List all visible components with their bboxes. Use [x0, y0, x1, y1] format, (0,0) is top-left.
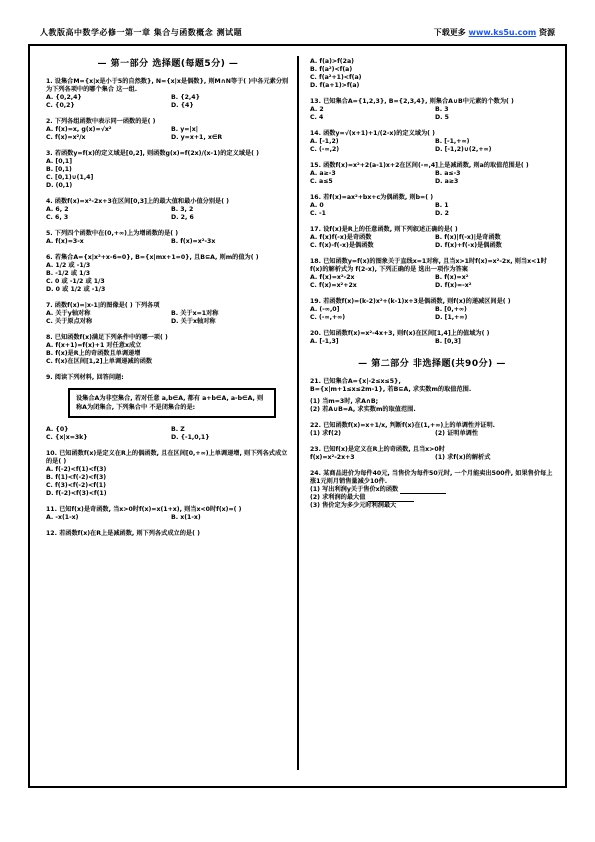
option: B. -1/2 或 1/3	[46, 270, 91, 277]
option: (2) 证明单调性	[435, 430, 479, 437]
option: B. f(x)|f(-x)|是奇函数	[435, 234, 501, 241]
option: C. a≤5	[310, 178, 333, 185]
header-suffix: 资源	[536, 28, 555, 37]
option: A. [-1,2)	[310, 138, 339, 145]
question-18	[310, 258, 554, 290]
question-11	[46, 506, 290, 522]
option: B. f(1)<f(-2)<f(3)	[46, 474, 107, 481]
question-stem: 9. 阅读下列材料, 回答问题:	[46, 374, 124, 381]
option: A. f(x)=x, g(x)=√x²	[46, 126, 112, 133]
question-stem: 10. 已知函数f(x)是定义在R上的偶函数, 且在区间[0,+∞)上单调递增, 则下列各式成立的是( )	[46, 450, 288, 465]
question-7	[46, 302, 290, 326]
question-21	[310, 378, 554, 414]
question-line: (1) 当m=3时, 求A∩B;	[310, 398, 379, 405]
option: A. f(x)=3-x	[46, 238, 84, 245]
option: B. 关于x=1对称	[171, 310, 219, 317]
option: D. {-1,0,1}	[171, 434, 210, 441]
options	[46, 514, 290, 522]
option: A. f(x+1)=f(x)+1 对任意x成立	[46, 342, 142, 349]
header-prefix: 下载更多	[433, 28, 469, 37]
question-6	[46, 254, 290, 294]
options	[310, 170, 554, 186]
question-4	[46, 198, 290, 222]
page-header	[40, 24, 555, 40]
options	[46, 466, 290, 498]
question-10	[46, 450, 290, 498]
option: D. 5	[435, 114, 449, 121]
option: D. a≥3	[435, 178, 459, 185]
question-14	[310, 130, 554, 154]
question-19	[310, 298, 554, 322]
option: D. 2	[435, 210, 449, 217]
option: D. f(a+1)>f(a)	[310, 82, 360, 89]
options	[310, 234, 554, 250]
question-3	[46, 150, 290, 190]
question-13	[310, 98, 554, 122]
option: A. {0,2,4}	[46, 94, 82, 101]
question-1	[46, 78, 290, 110]
option: A. 关于y轴对称	[46, 310, 91, 317]
question-12-options	[310, 58, 554, 90]
question-16	[310, 194, 554, 218]
option: D. f(-2)<f(3)<f(1)	[46, 490, 107, 497]
option: C. f(x)=x²/x	[46, 134, 86, 141]
option: B. f(x)=x²	[435, 274, 469, 281]
question-line	[310, 486, 554, 494]
option: B. f(a²)<f(a)	[310, 66, 353, 73]
question-stem: 16. 若f(x)=ax²+bx+c为偶函数, 则b=( )	[310, 194, 434, 201]
option: (1) 求f(2)	[310, 430, 341, 437]
question-22	[310, 422, 554, 438]
option: D. [1,+∞)	[435, 314, 468, 321]
question-24	[310, 470, 554, 510]
option: B. f(x)=x²-3x	[171, 238, 216, 245]
options	[310, 202, 554, 218]
option: B. 3, 2	[171, 206, 194, 213]
section-title-choice: — 第一部分 选择题(每题5分) —	[97, 59, 239, 69]
option: B. [0,3]	[435, 338, 461, 345]
option: B. x(1-x)	[171, 514, 201, 521]
option: A. f(-2)<f(1)<f(3)	[46, 466, 107, 473]
option: C. [0,1)∪(1,4]	[46, 174, 94, 181]
option: A. f(x)=x²-2x	[310, 274, 355, 281]
option: C. 关于原点对称	[46, 318, 93, 325]
option: C. f(3)<f(-2)<f(1)	[46, 482, 106, 489]
question-stem: 24. 某商品进价为每件40元, 当售价为每件50元时, 一个月能卖出500件, 如果售价每上涨1元则月销售量减少10件.	[310, 470, 553, 485]
option: A. [-1,3]	[310, 338, 339, 345]
question-stem: 21. 已知集合A={x|-2≤x≤5},	[310, 378, 401, 385]
options	[46, 126, 290, 142]
option: B. Z	[171, 426, 185, 433]
option: C. f(a²+1)<f(a)	[310, 74, 362, 81]
options	[46, 310, 290, 326]
question-20	[310, 330, 554, 346]
option: (1) 求f(x)的解析式	[435, 454, 491, 461]
option: A. -x(1-x)	[46, 514, 79, 521]
options	[310, 306, 554, 322]
question-stem: 13. 已知集合A={1,2,3}, B={2,3,4}, 则集合A∪B中元素的个数为( )	[310, 98, 514, 105]
option: C. 4	[310, 114, 324, 121]
header-right	[434, 27, 555, 38]
option: B. a≤-3	[435, 170, 461, 177]
option: B. [-1,+∞)	[435, 138, 470, 145]
question-12	[46, 530, 290, 538]
option: D. 关于x轴对称	[171, 318, 216, 325]
section-title-free-response: — 第二部分 非选择题(共90分) —	[358, 359, 506, 369]
options	[310, 430, 554, 438]
option: D. y=x+1, x∈R	[171, 134, 223, 141]
option: A. 6, 2	[46, 206, 69, 213]
question-stem: 3. 若函数y=f(x)的定义域是[0,2], 则函数g(x)=f(2x)/(x-1)的定义域是( )	[46, 150, 259, 157]
question-stem: 8. 已知函数f(x)满足下列条件中的哪一项( )	[46, 334, 168, 341]
option: C. (-∞,+∞)	[310, 314, 346, 321]
left-column	[46, 58, 290, 546]
option: C. f(x)在区间[1,2]上单调递减的函数	[46, 358, 153, 365]
options	[46, 262, 290, 294]
options	[46, 426, 290, 442]
options	[310, 138, 554, 154]
right-column	[310, 58, 554, 518]
answer-blank	[400, 487, 446, 494]
option: A. (-∞,0]	[310, 306, 340, 313]
question-stem: 19. 若函数f(x)=(k-2)x²+(k-1)x+3是偶函数, 则f(x)的递减区间是( )	[310, 298, 511, 305]
question-stem: 14. 函数y=√(x+1)+1/(2-x)的定义域为( )	[310, 130, 435, 137]
option: A. 2	[310, 106, 324, 113]
question-line-text: (1) 写出利润y关于售价x的函数	[310, 486, 399, 493]
option: A. [0,1]	[46, 158, 73, 165]
option: D. f(x)+f(-x)是偶函数	[435, 242, 502, 249]
option: D. 2, 6	[171, 214, 194, 221]
question-stem: 11. 已知f(x)是奇函数, 当x>0时f(x)=x(1+x), 则当x<0时f(x)=( )	[46, 506, 242, 513]
question-stem: 6. 若集合A={x|x²+x-6=0}, B={x|mx+1=0}, 且B⊆A, 则m的值为( )	[46, 254, 259, 261]
option: A. f(a)>f(2a)	[310, 58, 354, 65]
question-line: B={x|m+1≤x≤2m-1}, 若B⊆A, 求实数m的取值范围.	[310, 386, 472, 393]
options	[46, 238, 290, 246]
question-stem: 20. 已知函数f(x)=x²-4x+3, 则f(x)在区间[1,4]上的值域为( )	[310, 330, 490, 337]
question-stem: 1. 设集合M={x|x是小于5的自然数}, N={x|x是偶数}, 则M∩N等于( )中各元素分别为下列各项中的哪个集合 这一组.	[46, 78, 289, 93]
question-23	[310, 446, 554, 462]
option: B. f(x)是R上的奇函数且单调递增	[46, 350, 141, 357]
options	[310, 58, 554, 90]
option: C. (-∞,2)	[310, 146, 340, 153]
question-stem: 18. 已知函数y=f(x)的图象关于直线x=1对称, 且当x>1时f(x)=x²-2x, 则当x<1时f(x)的解析式为 f(2-x), 下列正确的是 选出一项作为答案	[310, 258, 547, 273]
question-line: (3) 售价定为多少元时利润最大	[310, 502, 397, 509]
material-box: 设集合A为非空集合, 若对任意 a,b∈A, 都有 a+b∈A, a-b∈A, 则称A为闭集合, 下列集合中 不是闭集合的是:	[68, 388, 276, 418]
question-17	[310, 226, 554, 250]
question-9	[46, 374, 290, 442]
option: B. [0,+∞)	[435, 306, 467, 313]
answer-blank	[368, 495, 414, 502]
options	[46, 158, 290, 190]
column-divider	[297, 56, 299, 770]
option: C. f(x)=x²+2x	[310, 282, 357, 289]
option: A. {0}	[46, 426, 69, 433]
options	[310, 454, 554, 462]
question-stem: 15. 函数f(x)=x²+2(a-1)x+2在区间(-∞,4]上是减函数, 则a的取值范围是( )	[310, 162, 529, 169]
option: A. f(x)f(-x)是奇函数	[310, 234, 372, 241]
option: C. {0,2}	[46, 102, 75, 109]
option: D. 0 或 1/2 或 -1/3	[46, 286, 106, 293]
option: A. 0	[310, 202, 324, 209]
question-stem: 22. 已知函数f(x)=x+1/x, 判断f(x)在(1,+∞)上的单调性并证明.	[310, 422, 496, 429]
option: B. 3	[435, 106, 449, 113]
option: D. {4}	[171, 102, 194, 109]
option: B. {2,4}	[171, 94, 200, 101]
option: D. f(x)=-x²	[435, 282, 472, 289]
option: D. (0,1)	[46, 182, 73, 189]
question-stem: 17. 设f(x)是R上的任意函数, 则下列叙述正确的是( )	[310, 226, 458, 233]
options	[310, 274, 554, 290]
header-title: 人教版高中数学必修一第一章 集合与函数概念 测试题	[40, 28, 243, 37]
option: B. [0,1)	[46, 166, 72, 173]
options	[46, 206, 290, 222]
question-stem: 12. 若函数f(x)在R上是减函数, 则下列各式成立的是( )	[46, 530, 200, 537]
option: B. 1	[435, 202, 449, 209]
question-stem: 7. 函数f(x)=|x-1|的图像是( ) 下列各项	[46, 302, 160, 309]
question-stem: 2. 下列各组函数中表示同一函数的是( )	[46, 118, 156, 125]
option: C. -1	[310, 210, 326, 217]
options	[310, 338, 554, 346]
option: C. 0 或 -1/2 或 1/3	[46, 278, 105, 285]
question-8	[46, 334, 290, 366]
options	[46, 342, 290, 366]
question-5	[46, 230, 290, 246]
options	[310, 106, 554, 122]
option: B. y=|x|	[171, 126, 198, 133]
option: A. a≥-3	[310, 170, 336, 177]
option: C. f(x)-f(-x)是偶函数	[310, 242, 374, 249]
question-stem: 4. 函数f(x)=x²-2x+3在区间[0,3]上的最大值和最小值分别是( )	[46, 198, 230, 205]
options	[46, 94, 290, 110]
header-link[interactable]: www.ks5u.com	[468, 28, 537, 37]
option: D. [-1,2)∪(2,+∞)	[435, 146, 492, 153]
option: C. 6, 3	[46, 214, 69, 221]
option: A. 1/2 或 -1/3	[46, 262, 91, 269]
question-line	[310, 494, 554, 502]
question-line-text: (2) 求利润的最大值	[310, 494, 366, 501]
question-stem: 5. 下列四个函数中在(0,+∞)上为增函数的是( )	[46, 230, 179, 237]
question-2	[46, 118, 290, 142]
option: C. {x|x=3k}	[46, 434, 88, 441]
question-line: (2) 若A∪B=A, 求实数m的取值范围.	[310, 406, 416, 413]
question-15	[310, 162, 554, 186]
option: f(x)=x²-2x+3	[310, 454, 355, 461]
question-stem: 23. 已知f(x)是定义在R上的奇函数, 且当x>0时	[310, 446, 445, 453]
